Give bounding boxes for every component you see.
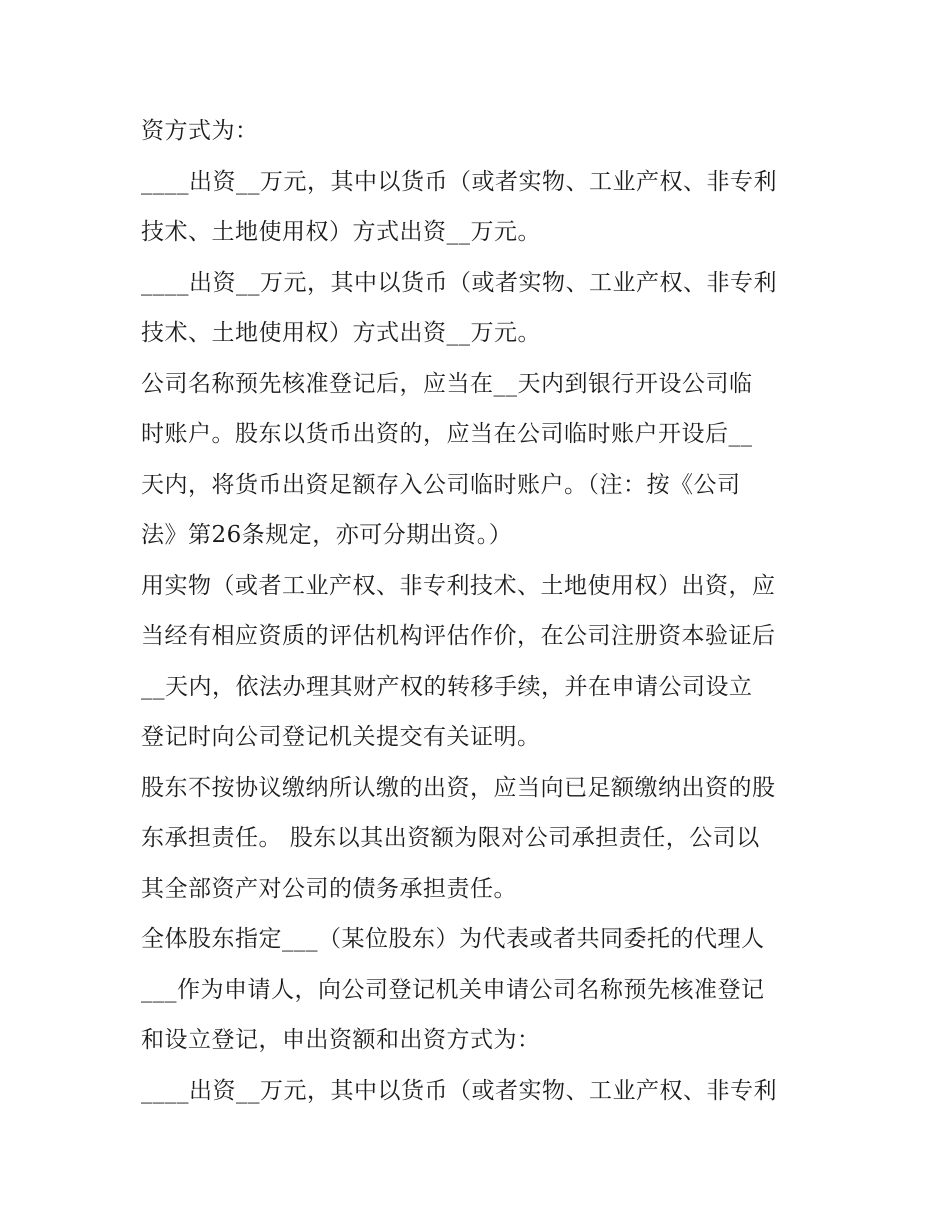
- text-line: ____出资__万元，其中以货币（或者实物、工业产权、非专利: [141, 168, 777, 195]
- text-line: 时账户。股东以货币出资的，应当在公司临时账户开设后__: [141, 421, 753, 447]
- text-line: 股东不按协议缴纳所认缴的出资，应当向已足额缴纳出资的股: [141, 774, 776, 801]
- text-line: ____出资__万元，其中以货币（或者实物、工业产权、非专利: [141, 1077, 777, 1104]
- text-line: 天内，将货币出资足额存入公司临时账户。（注：按《公司: [141, 471, 741, 498]
- text-line: 公司名称预先核准登记后，应当在__天内到银行开设公司临: [141, 370, 753, 397]
- text-line: __天内，依法办理其财产权的转移手续，并在申请公司设立: [141, 673, 753, 700]
- text-line: ___作为申请人，向公司登记机关申请公司名称预先核准登记: [141, 976, 765, 1003]
- text-line: 东承担责任。 股东以其出资额为限对公司承担责任，公司以: [141, 825, 760, 851]
- text-line: 用实物（或者工业产权、非专利技术、土地使用权）出资，应: [141, 572, 776, 599]
- document-body: [141, 106, 821, 1116]
- text-line: 技术、土地使用权）方式出资__万元。: [141, 219, 541, 245]
- text-line: 全体股东指定___（某位股东）为代表或者共同委托的代理人: [141, 926, 765, 952]
- text-line: 技术、土地使用权）方式出资__万元。: [141, 320, 541, 346]
- text-line: 其全部资产对公司的债务承担责任。: [141, 875, 517, 902]
- text-line: 登记时向公司登记机关提交有关证明。: [141, 724, 541, 750]
- text-line: 当经有相应资质的评估机构评估作价，在公司注册资本验证后: [141, 623, 776, 649]
- text-line: 资方式为：: [141, 118, 259, 144]
- text-line: 和设立登记，申出资额和出资方式为：: [141, 1027, 541, 1053]
- text-line: 法》第26条规定，亦可分期出资。）: [141, 522, 513, 548]
- text-line: ____出资__万元，其中以货币（或者实物、工业产权、非专利: [141, 269, 777, 296]
